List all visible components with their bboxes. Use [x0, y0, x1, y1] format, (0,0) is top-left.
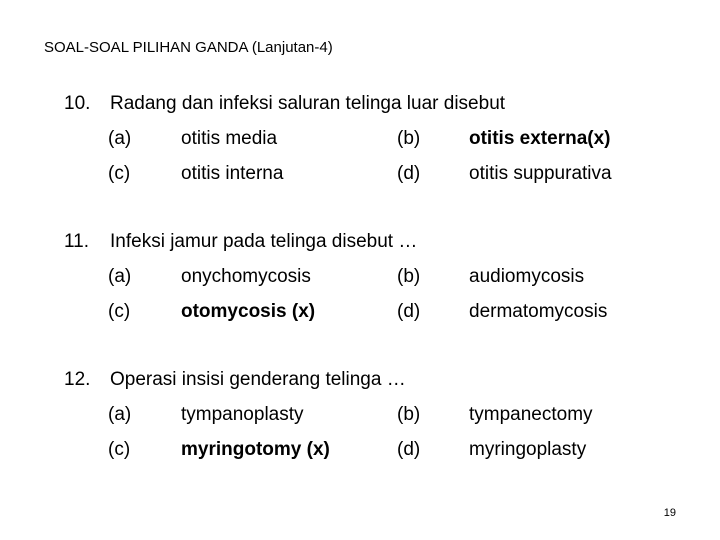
page-number: 19: [663, 507, 676, 519]
option-b-text: tympanectomy: [469, 404, 593, 425]
option-a-label: (a): [108, 404, 132, 425]
option-a-text: otitis media: [181, 128, 278, 149]
option-c-label: (c): [108, 163, 131, 184]
question-10: [0, 90, 720, 200]
option-c-label: (c): [108, 301, 131, 322]
option-c-label: (c): [108, 439, 131, 460]
option-a-text: onychomycosis: [181, 266, 311, 287]
question-stem: Operasi insisi genderang telinga …: [110, 369, 406, 390]
option-d-label: (d): [397, 301, 421, 322]
slide-title: SOAL-SOAL PILIHAN GANDA (Lanjutan-4): [44, 39, 333, 56]
question-stem: Radang dan infeksi saluran telinga luar disebut: [110, 93, 506, 114]
option-b-label: (b): [397, 404, 421, 425]
question-number: 10.: [64, 93, 91, 114]
option-b-label: (b): [397, 266, 421, 287]
option-a-text: tympanoplasty: [181, 404, 304, 425]
option-c-text: myringotomy (x): [181, 439, 330, 460]
option-d-label: (d): [397, 163, 421, 184]
question-number: 11.: [64, 231, 90, 252]
option-d-text: dermatomycosis: [469, 301, 608, 322]
question-12: [0, 366, 720, 476]
option-b-text: audiomycosis: [469, 266, 585, 287]
option-b-label: (b): [397, 128, 421, 149]
option-a-label: (a): [108, 266, 132, 287]
option-b-text: otitis externa(x): [469, 128, 611, 149]
option-d-label: (d): [397, 439, 421, 460]
option-d-text: myringoplasty: [469, 439, 587, 460]
option-c-text: otitis interna: [181, 163, 284, 184]
option-c-text: otomycosis (x): [181, 301, 316, 322]
question-stem: Infeksi jamur pada telinga disebut …: [110, 231, 418, 252]
option-d-text: otitis suppurativa: [469, 163, 612, 184]
question-11: [0, 228, 720, 338]
question-number: 12.: [64, 369, 91, 390]
option-a-label: (a): [108, 128, 132, 149]
